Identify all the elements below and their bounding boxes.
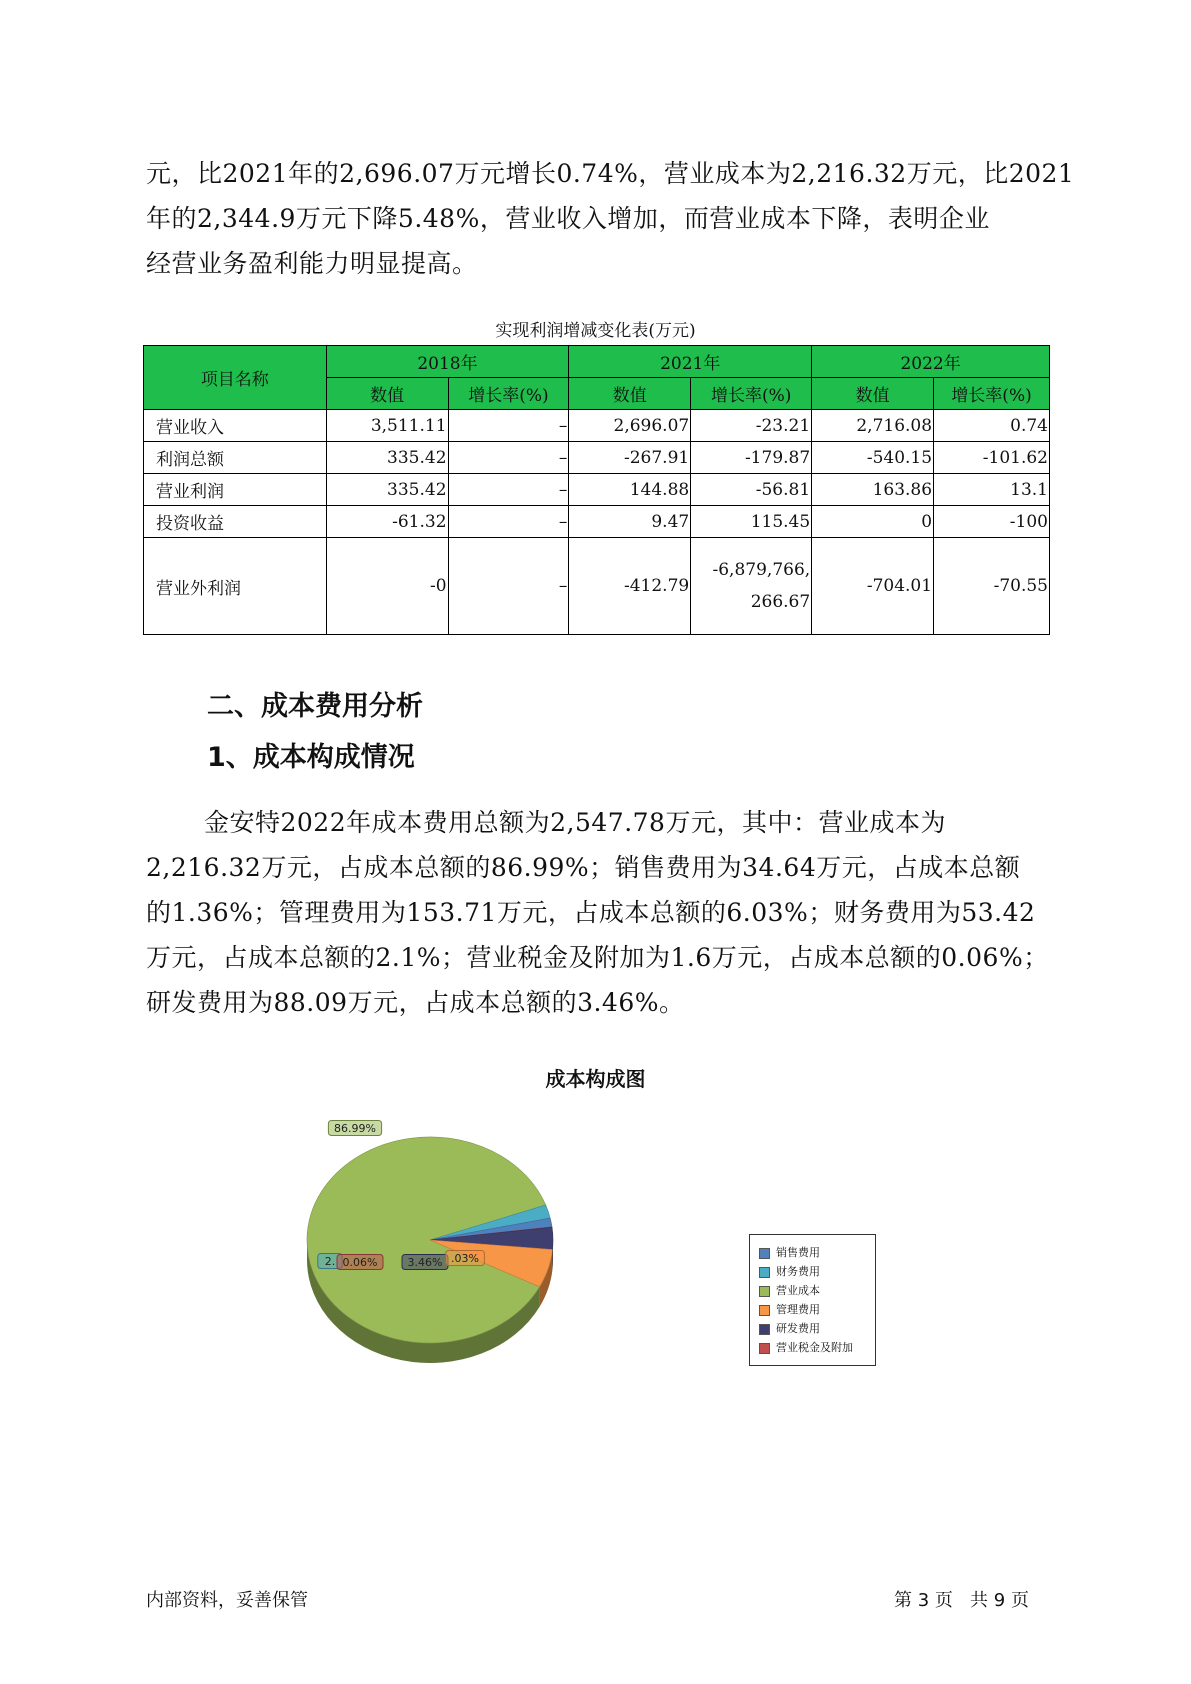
header-year-2018: 2018年: [326, 346, 569, 378]
table-cell: –: [448, 538, 569, 635]
table-cell: 3,511.11: [326, 410, 448, 442]
pie-data-label: [328, 1121, 381, 1136]
table-cell: 115.45: [691, 506, 812, 538]
table-cell: -540.15: [812, 442, 934, 474]
table-cell: -704.01: [812, 538, 934, 635]
table-cell: -56.81: [691, 474, 812, 506]
header-year-2021: 2021年: [569, 346, 812, 378]
page-number: 第 3 页 共 9 页: [894, 1590, 1029, 1611]
legend-label: 营业成本: [776, 1284, 820, 1297]
table-cell: -61.32: [326, 506, 448, 538]
table-cell: 335.42: [326, 442, 448, 474]
table-row: [144, 442, 1050, 474]
legend-label: 营业税金及附加: [776, 1341, 853, 1354]
legend-item: [759, 1302, 820, 1318]
header-item-name: 项目名称: [144, 346, 327, 410]
table-caption: 实现利润增减变化表(万元): [495, 321, 696, 341]
header-rate: 增长率(%): [691, 378, 812, 410]
table-cell: -70.55: [934, 538, 1050, 635]
body-line-4: 万元，占成本总额的2.1%；营业税金及附加为1.6万元，占成本总额的0.06%；: [146, 943, 1049, 972]
legend-swatch: [759, 1324, 770, 1335]
legend-item: [759, 1321, 820, 1337]
svg-text:86.99%: 86.99%: [334, 1122, 376, 1135]
svg-text:3.46%: 3.46%: [407, 1256, 443, 1269]
pie-data-label: [446, 1251, 485, 1266]
legend-item: [759, 1340, 853, 1356]
chart-legend: [749, 1234, 876, 1366]
table-cell: 2,716.08: [812, 410, 934, 442]
intro-line-1: 元，比2021年的2,696.07万元增长0.74%，营业成本为2,216.32万元，比2021: [146, 159, 1075, 188]
table-cell: -0: [326, 538, 448, 635]
legend-label: 研发费用: [776, 1322, 820, 1335]
table-row: [144, 538, 1050, 635]
legend-swatch: [759, 1286, 770, 1297]
table-cell: -100: [934, 506, 1050, 538]
legend-label: 财务费用: [776, 1265, 820, 1278]
pie-data-label: [402, 1255, 448, 1270]
header-value: 数值: [812, 378, 934, 410]
row-name: 营业外利润: [144, 538, 327, 635]
row-name: 利润总额: [144, 442, 327, 474]
body-line-3: 的1.36%；管理费用为153.71万元，占成本总额的6.03%；财务费用为53.42: [146, 898, 1036, 927]
legend-swatch: [759, 1248, 770, 1259]
legend-swatch: [759, 1343, 770, 1354]
body-line-1: 金安特2022年成本费用总额为2,547.78万元，其中：营业成本为: [204, 808, 946, 837]
row-name: 营业利润: [144, 474, 327, 506]
table-cell: 0: [812, 506, 934, 538]
legend-item: [759, 1283, 820, 1299]
table-cell: -179.87: [691, 442, 812, 474]
table-cell: 9.47: [569, 506, 691, 538]
table-cell: -412.79: [569, 538, 691, 635]
table-row: [144, 410, 1050, 442]
section-heading: 二、成本费用分析: [207, 691, 423, 722]
legend-swatch: [759, 1305, 770, 1316]
row-name: 营业收入: [144, 410, 327, 442]
wrapped-number: -6,879,766, 266.67: [712, 560, 811, 612]
legend-swatch: [759, 1267, 770, 1278]
table-cell: –: [448, 474, 569, 506]
table-cell: -23.21: [691, 410, 812, 442]
legend-item: [759, 1264, 820, 1280]
footer-note: 内部资料，妥善保管: [146, 1590, 308, 1611]
table-cell: -267.91: [569, 442, 691, 474]
header-value: 数值: [569, 378, 691, 410]
table-cell: 335.42: [326, 474, 448, 506]
sub-heading: 1、成本构成情况: [207, 742, 415, 773]
table-cell: 2,696.07: [569, 410, 691, 442]
legend-label: 管理费用: [776, 1303, 820, 1316]
header-rate: 增长率(%): [934, 378, 1050, 410]
header-year-2022: 2022年: [812, 346, 1050, 378]
table-cell: [691, 538, 812, 635]
svg-text:0.06%: 0.06%: [342, 1256, 378, 1269]
header-value: 数值: [326, 378, 448, 410]
pie-data-label: [337, 1255, 383, 1270]
table-cell: 0.74: [934, 410, 1050, 442]
table-cell: 13.1: [934, 474, 1050, 506]
intro-paragraph: [146, 151, 1075, 286]
header-rate: 增长率(%): [448, 378, 569, 410]
svg-text:2.: 2.: [324, 1255, 336, 1268]
legend-item: [759, 1245, 820, 1261]
table-cell: 163.86: [812, 474, 934, 506]
legend-label: 销售费用: [776, 1246, 820, 1259]
body-line-2: 2,216.32万元，占成本总额的86.99%；销售费用为34.64万元，占成本总额: [146, 853, 1021, 882]
body-line-5: 研发费用为88.09万元，占成本总额的3.46%。: [146, 988, 685, 1017]
row-name: 投资收益: [144, 506, 327, 538]
table-row: [144, 506, 1050, 538]
intro-line-2: 年的2,344.9万元下降5.48%，营业收入增加，而营业成本下降，表明企业: [146, 204, 990, 233]
intro-line-3: 经营业务盈利能力明显提高。: [146, 249, 478, 278]
profit-table: [143, 345, 1050, 635]
table-cell: –: [448, 442, 569, 474]
table-cell: 144.88: [569, 474, 691, 506]
table-cell: –: [448, 410, 569, 442]
table-cell: -101.62: [934, 442, 1050, 474]
chart-title: 成本构成图: [545, 1067, 646, 1091]
pie-chart: [280, 1110, 580, 1385]
body-paragraph: [146, 800, 1049, 1025]
table-cell: –: [448, 506, 569, 538]
table-row: [144, 474, 1050, 506]
svg-text:.03%: .03%: [451, 1252, 479, 1265]
